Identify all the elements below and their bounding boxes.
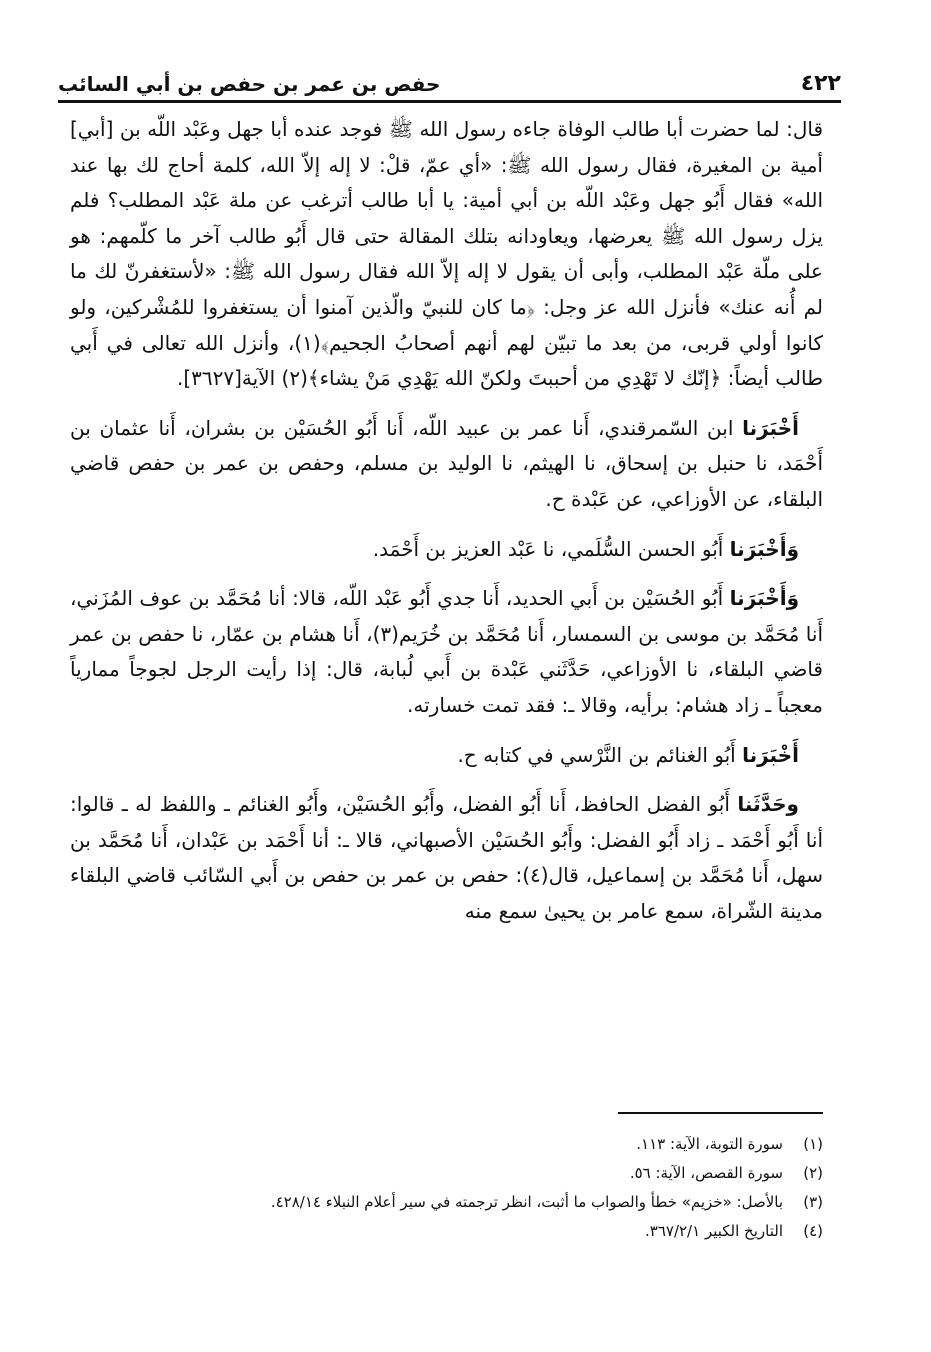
paragraph-5 xyxy=(70,738,823,774)
paragraph-3 xyxy=(70,532,823,568)
paragraph-4-lead: وَأَخْبَرَنا xyxy=(729,586,799,611)
paragraph-6-text: أَبُو الفضل الحافظ، أَنا أَبُو الفضل، وأَبُو الحُسَيْن، وأَبُو الغنائم ـ واللفظ له ـ قالوا: أنا أَبُو أَحْمَد ـ زاد أَبُو الفضل: وأَبُو الحُسَيْن الأصبهاني، قالا ـ: أنا أَحْمَد بن عَبْدان، أَنا مُحَمَّد بن سهل، أَنا مُحَمَّد بن إسماعيل، قال(٤): حفص بن عمر بن حفص بن أَبي السّائب قاضي البلقاء مدينة الشّراة، سمع عامر بن يحيىٰ سمع منه xyxy=(70,792,824,923)
footnote-text: بالأصل: «خزيم» خطأ والصواب ما أثبت، انظر ترجمته في سير أعلام النبلاء ٤٢٨/١٤. xyxy=(270,1193,783,1211)
paragraph-1-text: قال: لما حضرت أبا طالب الوفاة جاءه رسول الله ﷺ فوجد عنده أبا جهل وعَبْد اللّه بن [أبي] أمية بن المغيرة، فقال رسول الله ﷺ: «أي عمّ، قلْ: لا إله إلاّ الله، كلمة أحاج لك بها عند الله» فقال أَبُو جهل وعَبْد اللّه بن أبي أمية: يا أبا طالب أترغب عن ملة عَبْد المطلب؟ فلم يزل رسول الله ﷺ يعرضها، ويعاودانه بتلك المقالة حتى قال أَبُو طالب آخر ما كلّمهم: هو على ملّة عَبْد المطلب، وأبى أن يقول لا إله إلاّ الله فقال رسول الله ﷺ: «لأستغفرنّ لك ما لم أُنه عنك» فأنزل الله عز وجل: ﴿ما كان للنبيّ والّذين آمنوا أن يستغفروا للمُشْركين، ولو كانوا أولي قربى، من بعد ما تبيّن لهم أنهم أصحابُ الجحيم﴾(١)، وأنزل الله تعالى في أَبي طالب أيضاً: ﴿إنّك لا تَهْدِي من أحببتَ ولكنّ الله يَهْدِي مَنْ يشاء﴾(٢) الآية[٣٦٢٧]. xyxy=(70,117,824,391)
footnote-3 xyxy=(70,1188,823,1217)
footnote-number: (١) xyxy=(803,1135,823,1153)
paragraph-6 xyxy=(70,787,823,929)
footnote-text: سورة القصص، الآية: ٥٦. xyxy=(629,1164,783,1182)
footnotes xyxy=(70,1130,823,1246)
footnote-number: (٤) xyxy=(803,1222,823,1240)
paragraph-5-text: أَبُو الغنائم بن النَّرْسي في كتابه ح. xyxy=(457,742,743,767)
main-text xyxy=(70,112,823,943)
paragraph-1 xyxy=(70,112,823,397)
paragraph-4-text: أَبُو الحُسَيْن بن أَبي الحديد، أَنا جدي أَبُو عَبْد اللّه، قالا: أنا مُحَمَّد بن عوف المُزَني، أَنا مُحَمَّد بن موسى بن السمسار، أَنا مُحَمَّد بن خُرَيم(٣)، أَنا هشام بن عمّار، نا حفص بن عمر قاضي البلقاء، نا الأوزاعي، حَدَّثَني عَبْدة بن أَبي لُبابة، قال: إذا رأيت الرجل لجوجاً ممارياً معجباً ـ زاد هشام: برأيه، وقالا ـ: فقد تمت خسارته. xyxy=(70,586,823,717)
paragraph-3-text: أَبُو الحسن السُّلَمي، نا عَبْد العزيز بن أَحْمَد. xyxy=(372,536,730,561)
paragraph-5-lead: أَخْبَرَنا xyxy=(742,742,799,767)
paragraph-2-text: ابن السّمرقندي، أَنا عمر بن عبيد اللّه، أَنا أَبُو الحُسَيْن بن بشران، أَنا عثمان بن أَحْمَد، نا حنبل بن إسحاق، نا الهيثم، نا الوليد بن مسلم، وحفص بن عمر بن حفص قاضي البلقاء، عن الأوزاعي، عن عَبْدة ح. xyxy=(70,415,823,511)
footnote-number: (٣) xyxy=(803,1193,823,1211)
footnote-number: (٢) xyxy=(803,1164,823,1182)
footnote-1 xyxy=(70,1130,823,1159)
paragraph-6-lead: وحَدَّثَنا xyxy=(737,792,799,817)
running-title: حفص بن عمر بن حفص بن أبي السائب xyxy=(58,72,441,96)
paragraph-2 xyxy=(70,411,823,518)
page-number: ٤٢٢ xyxy=(800,71,841,96)
footnote-4 xyxy=(70,1217,823,1246)
footnote-divider xyxy=(618,1112,823,1114)
footnote-text: التاريخ الكبير ٣٦٧/٢/١. xyxy=(645,1222,783,1240)
paragraph-2-lead: أَخْبَرَنا xyxy=(742,415,799,440)
page-header xyxy=(58,52,841,103)
footnote-2 xyxy=(70,1159,823,1188)
paragraph-4 xyxy=(70,581,823,723)
paragraph-3-lead: وَأَخْبَرَنا xyxy=(729,536,799,561)
footnote-text: سورة التوبة، الآية: ١١٣. xyxy=(636,1135,783,1153)
